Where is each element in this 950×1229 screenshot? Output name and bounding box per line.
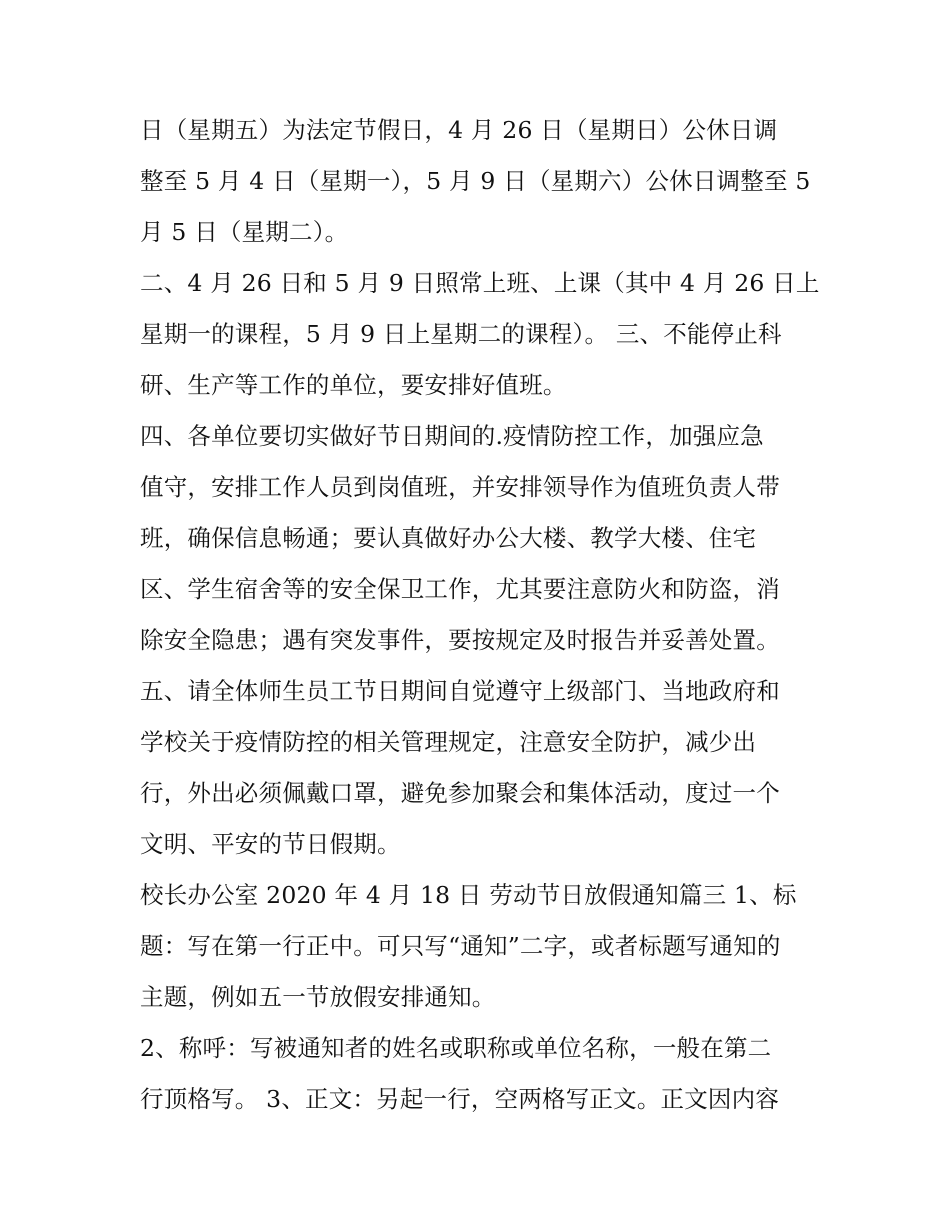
text-line: 值守，安排工作人员到岗值班，并安排领导作为值班负责人带 (140, 473, 780, 501)
text-line: 区、学生宿舍等的安全保卫工作，尤其要注意防火和防盗，消 (140, 575, 780, 603)
text-line: 题：写在第一行正中。可只写“通知”二字，或者标题写通知的 (140, 932, 781, 960)
text-line: 校长办公室 2020 年 4 月 18 日 劳动节日放假通知篇三 1、标 (140, 881, 797, 909)
text-line: 班，确保信息畅通；要认真做好办公大楼、教学大楼、住宅 (140, 524, 757, 552)
text-line: 四、各单位要切实做好节日期间的.疫情防控工作，加强应急 (140, 422, 764, 450)
text-line: 月 5 日（星期二）。 (140, 218, 349, 246)
text-line: 五、请全体师生员工节日期间自觉遵守上级部门、当地政府和 (140, 677, 780, 705)
text-line: 行，外出必须佩戴口罩，避免参加聚会和集体活动，度过一个 (140, 779, 780, 807)
text-line: 二、4 月 26 日和 5 月 9 日照常上班、上课（其中 4 月 26 日上 (140, 269, 820, 297)
text-line: 文明、平安的节日假期。 (140, 830, 401, 858)
text-line: 行顶格写。 3、正文：另起一行，空两格写正文。正文因内容 (140, 1085, 780, 1113)
text-line: 主题，例如五一节放假安排通知。 (140, 983, 496, 1011)
text-line: 2、称呼：写被通知者的姓名或职称或单位名称，一般在第二 (140, 1034, 772, 1062)
text-line: 学校关于疫情防控的相关管理规定，注意安全防护，减少出 (140, 728, 757, 756)
text-line: 除安全隐患；遇有突发事件，要按规定及时报告并妥善处置。 (140, 626, 780, 654)
body-text (140, 108, 830, 1128)
text-line: 星期一的课程，5 月 9 日上星期二的课程）。 三、不能停止科 (140, 320, 782, 348)
text-line: 整至 5 月 4 日（星期一），5 月 9 日（星期六）公休日调整至 5 (140, 167, 811, 195)
text-line: 日（星期五）为法定节假日，4 月 26 日（星期日）公休日调 (140, 116, 778, 144)
text-line: 研、生产等工作的单位，要安排好值班。 (140, 371, 567, 399)
